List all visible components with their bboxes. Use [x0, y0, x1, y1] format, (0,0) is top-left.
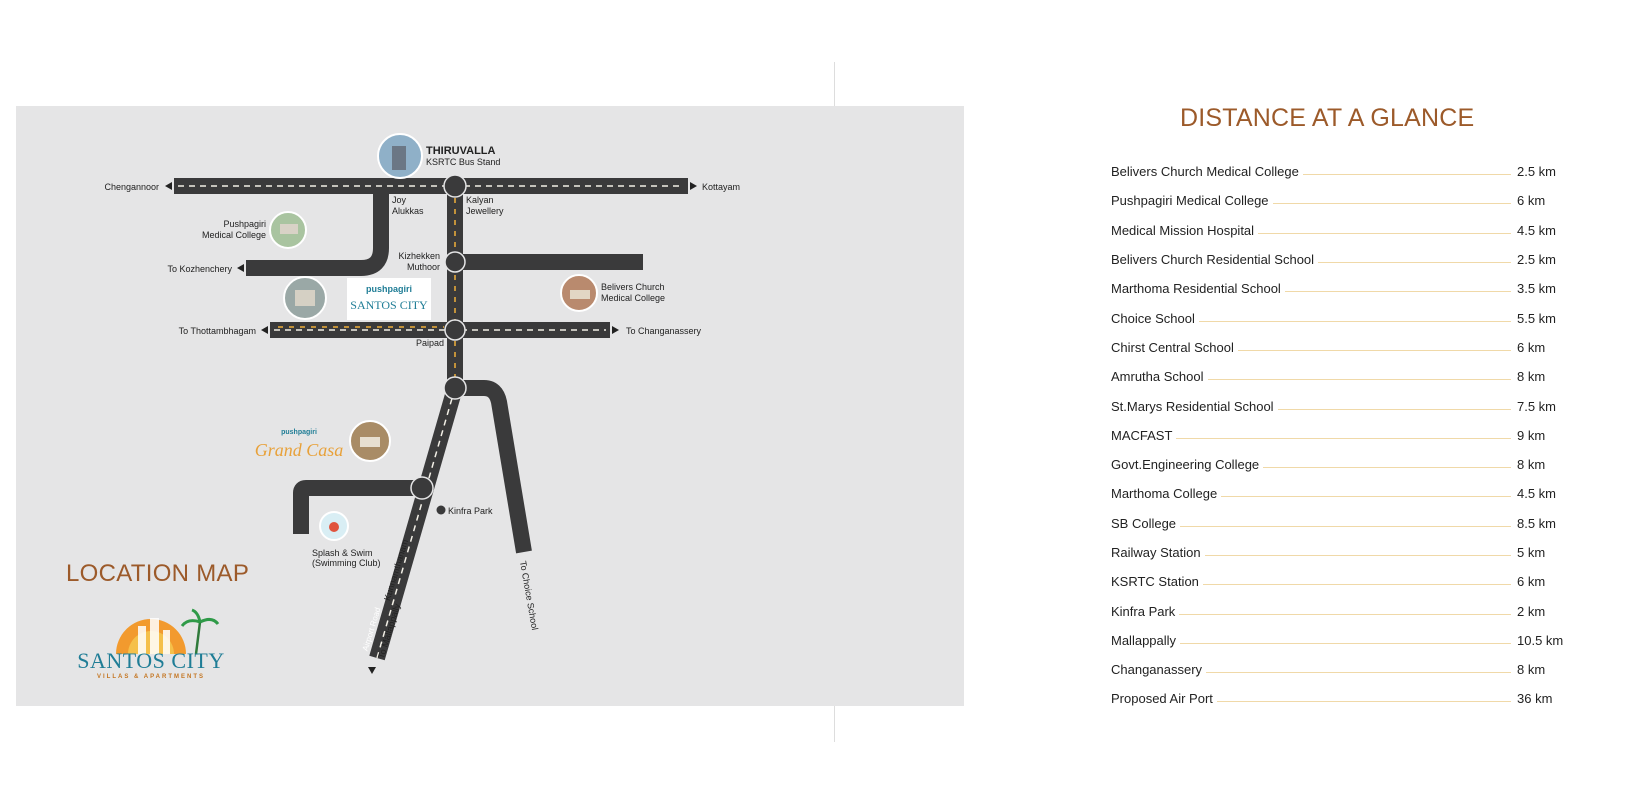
place-name: Proposed Air Port — [1111, 691, 1213, 707]
label-pushpagiri-medical-college: Medical College — [201, 230, 266, 240]
distance-list — [1111, 157, 1571, 714]
place-name: Marthoma College — [1111, 486, 1218, 502]
kinfra-park-marker — [437, 506, 446, 515]
label-santos-city-small: SANTOS CITY — [350, 298, 428, 312]
place-name: Chirst Central School — [1111, 339, 1234, 355]
arrow-right-icon — [612, 326, 619, 334]
distance-value: 2.5 km — [1517, 252, 1557, 268]
leader-line — [1217, 701, 1511, 702]
leader-line — [1278, 409, 1511, 410]
distance-row — [1111, 479, 1571, 508]
santos-city-logo — [76, 596, 226, 686]
distance-value: 36 km — [1517, 691, 1553, 707]
distance-row — [1111, 509, 1571, 538]
road-kozhenchery — [246, 186, 381, 268]
label-splash-swim: Splash & Swim — [312, 548, 373, 558]
label-airport-road: Airport Road — [360, 606, 383, 653]
distance-value: 2 km — [1517, 603, 1546, 619]
distance-value: 8 km — [1517, 457, 1546, 473]
place-name: MACFAST — [1111, 427, 1173, 443]
distance-row — [1111, 157, 1571, 186]
distance-value: 10.5 km — [1517, 632, 1564, 648]
distance-row — [1111, 391, 1571, 420]
distance-row — [1111, 274, 1571, 303]
road-choice-school — [455, 388, 524, 552]
place-name: Railway Station — [1111, 545, 1201, 560]
distance-row — [1111, 596, 1571, 625]
distance-value: 8.5 km — [1517, 515, 1557, 531]
distance-value: 6 km — [1517, 193, 1546, 209]
place-name: Mallappally — [1111, 632, 1177, 648]
place-name: Belivers Church Residential School — [1111, 252, 1315, 268]
distance-value: 6 km — [1517, 574, 1546, 590]
leader-line — [1180, 643, 1511, 644]
location-map-title: LOCATION MAP — [66, 560, 250, 587]
distance-value: 4.5 km — [1517, 486, 1557, 502]
label-kottayam: Kottayam — [702, 182, 741, 192]
label-alukkas: Alukkas — [392, 206, 424, 216]
distance-row — [1111, 362, 1571, 391]
leader-line — [1179, 614, 1511, 615]
distance-row — [1111, 186, 1571, 215]
distance-row — [1111, 216, 1571, 245]
label-thiruvalla: THIRUVALLA — [426, 145, 496, 157]
leader-line — [1263, 467, 1511, 468]
leader-line — [1205, 555, 1511, 556]
distance-row — [1111, 333, 1571, 362]
place-name: Amrutha School — [1111, 369, 1204, 385]
distance-row — [1111, 421, 1571, 450]
place-name: Belivers Church Medical College — [1111, 164, 1299, 180]
distance-value: 4.5 km — [1517, 222, 1557, 238]
label-to-kozhenchery: To Kozhenchery — [167, 264, 232, 274]
distance-row — [1111, 450, 1571, 479]
label-belivers-medical-college: Medical College — [601, 293, 666, 303]
label-grand-casa-brand: pushpagiri — [281, 429, 317, 436]
distance-value: 8 km — [1517, 662, 1546, 678]
distance-value: 5.5 km — [1517, 310, 1557, 326]
label-kunnamthanam: Kunnamthanam — [382, 538, 411, 602]
label-ksrtc-bus-stand: KSRTC Bus Stand — [426, 157, 501, 167]
leader-line — [1176, 438, 1511, 439]
place-name: Pushpagiri Medical College — [1111, 193, 1269, 209]
location-map — [16, 106, 964, 706]
distance-value: 6 km — [1517, 339, 1546, 355]
distance-value: 3.5 km — [1517, 281, 1557, 297]
label-pushpagiri: Pushpagiri — [223, 219, 266, 229]
place-name: Govt.Engineering College — [1111, 457, 1260, 473]
label-belivers-church: Belivers Church — [601, 282, 665, 292]
label-kizhekken: Kizhekken — [398, 251, 440, 261]
distance-row — [1111, 684, 1571, 713]
logo-subtitle: VILLAS & APARTMENTS — [97, 674, 205, 680]
label-to-changanassery: To Changanassery — [626, 326, 702, 336]
distance-row — [1111, 538, 1571, 567]
leader-line — [1303, 174, 1511, 175]
place-name: Medical Mission Hospital — [1111, 222, 1255, 238]
distance-row — [1111, 655, 1571, 684]
distance-row — [1111, 567, 1571, 596]
leader-line — [1203, 584, 1511, 585]
distance-row — [1111, 303, 1571, 332]
arrow-right-icon — [690, 182, 697, 190]
place-name: Changanassery — [1111, 662, 1203, 678]
label-jewellery: Jewellery — [466, 206, 504, 216]
arrow-left-icon — [165, 182, 172, 190]
leader-line — [1208, 379, 1512, 380]
distance-value: 5 km — [1517, 545, 1546, 560]
place-name: Marthoma Residential School — [1111, 281, 1281, 297]
distance-value: 9 km — [1517, 427, 1546, 443]
arrow-down-icon — [368, 667, 376, 674]
leader-line — [1238, 350, 1511, 351]
place-name: SB College — [1111, 515, 1177, 531]
arrow-left-icon — [237, 264, 244, 272]
leader-line — [1318, 262, 1511, 263]
label-to-choice-school: To Choice School — [517, 560, 540, 631]
label-santos-brand: pushpagiri — [365, 284, 413, 294]
logo-name: SANTOS CITY — [77, 648, 225, 673]
sunset-icon — [76, 596, 226, 656]
place-name: KSRTC Station — [1111, 574, 1199, 590]
place-name: Choice School — [1111, 310, 1195, 326]
distance-row — [1111, 626, 1571, 655]
leader-line — [1199, 321, 1511, 322]
label-paipad: Paipad — [416, 338, 445, 348]
label-to-mallappally: To Mallappally — [376, 602, 403, 660]
label-joy: Joy — [392, 195, 407, 205]
leader-line — [1258, 233, 1511, 234]
place-name: St.Marys Residential School — [1111, 398, 1274, 414]
leader-line — [1285, 291, 1511, 292]
leader-line — [1273, 203, 1511, 204]
distance-row — [1111, 245, 1571, 274]
distance-value: 8 km — [1517, 369, 1546, 385]
label-to-thottambhagam: To Thottambhagam — [178, 326, 256, 336]
distance-value: 2.5 km — [1517, 164, 1557, 180]
arrow-left-icon — [261, 326, 268, 334]
leader-line — [1206, 672, 1511, 673]
place-name: Kinfra Park — [1111, 603, 1176, 619]
label-kalyan: Kalyan — [466, 195, 494, 205]
label-chengannoor: Chengannoor — [104, 182, 159, 192]
distance-value: 7.5 km — [1517, 398, 1557, 414]
label-grand-casa: Grand Casa — [254, 440, 344, 460]
label-swimming-club: (Swimming Club) — [312, 558, 381, 568]
leader-line — [1221, 496, 1511, 497]
label-muthoor: Muthoor — [406, 262, 440, 272]
distance-title: DISTANCE AT A GLANCE — [1180, 104, 1475, 132]
leader-line — [1180, 526, 1511, 527]
label-kinfra-park: Kinfra Park — [448, 506, 493, 516]
